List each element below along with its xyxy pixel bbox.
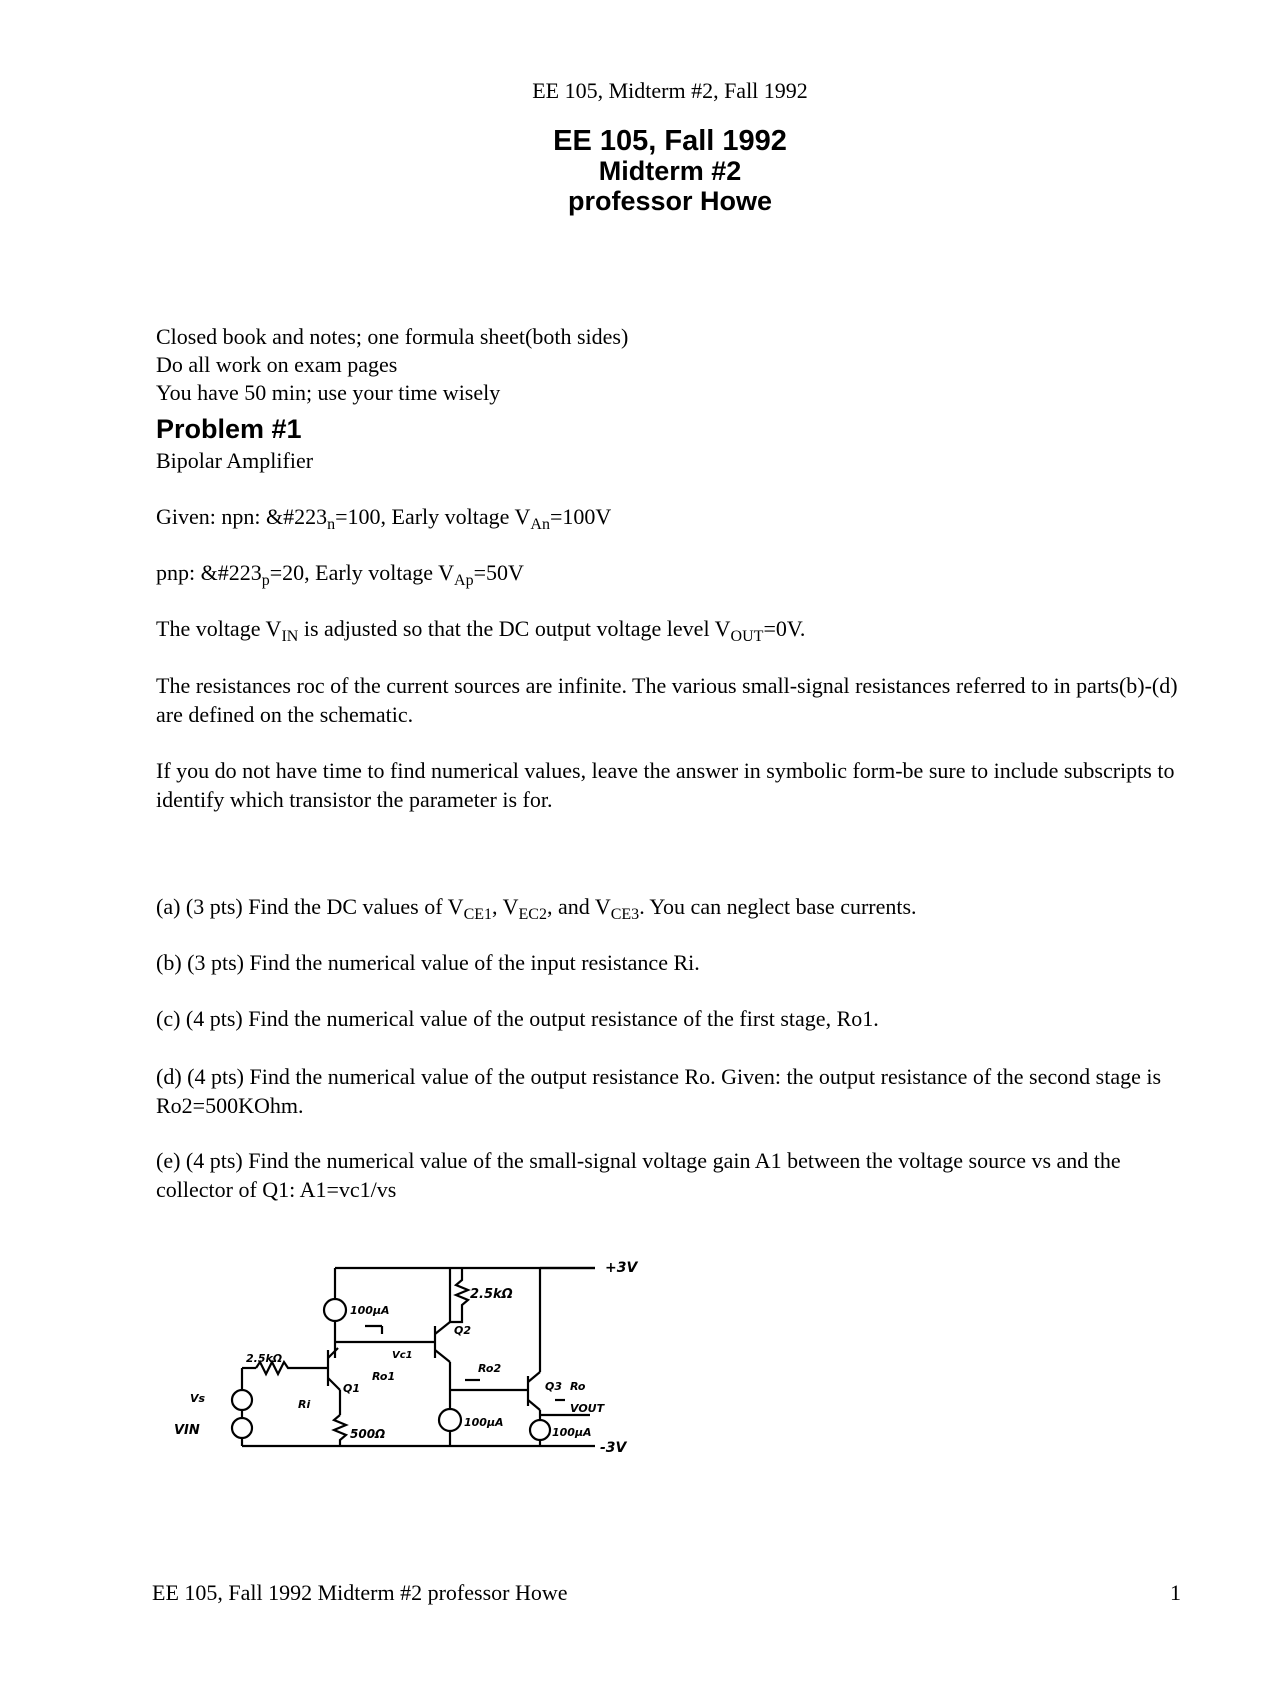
current-source-3 (530, 1420, 550, 1440)
document-title (0, 126, 1280, 216)
problem-subtitle: Bipolar Amplifier (156, 448, 314, 473)
vc1-label: Vc1 (392, 1350, 413, 1361)
title-line-1: EE 105, Fall 1992 (553, 125, 787, 157)
ro2-label: Ro2 (478, 1362, 502, 1375)
part-e: (e) (4 pts) Find the numerical value of the small-signal voltage gain A1 between the voltage source vs and the collector of Q1: A1=vc1/vs (156, 1148, 1121, 1202)
ro-label: Ro (570, 1380, 586, 1393)
load-resistor (450, 1268, 468, 1322)
i1-label: 100μA (350, 1304, 390, 1317)
i2-label: 100μA (464, 1416, 504, 1429)
footer-text: EE 105, Fall 1992 Midterm #2 professor Howe (152, 1580, 568, 1605)
running-header: EE 105, Midterm #2, Fall 1992 (532, 78, 808, 103)
given-pnp: pnp: $\&\#223_p=20$, Early voltage $V_{Ap}=50V$ (156, 560, 524, 589)
resistances-note: The resistances roc of the current sources are infinite. The various small-signal resistances referred to in parts(b)-(d) are defined on the schematic. (156, 673, 1178, 727)
vs-source (232, 1390, 252, 1410)
title-line-3: professor Howe (567, 186, 773, 216)
vee-label: -3V (600, 1440, 627, 1456)
part-d: (d) (4 pts) Find the numerical value of the output resistance Ro. Given: the output resistance of the second stage is Ro2=500KOhm. (156, 1064, 1162, 1118)
vin-label: VIN (174, 1423, 200, 1438)
load-resistor-label: 2.5kΩ (470, 1287, 513, 1302)
current-source-2 (439, 1409, 461, 1431)
page-number: 1 (1170, 1580, 1181, 1605)
given-npn: Given: npn: $\&\#223_n=100$, Early voltage $V_{An}=100V$ (156, 504, 612, 533)
q3-label: Q3 (545, 1380, 563, 1393)
amplifier-schematic (160, 1240, 700, 1500)
q1-label: Q1 (343, 1382, 361, 1395)
ro1-label: Ro1 (372, 1370, 396, 1383)
vs-label: Vs (190, 1392, 206, 1405)
current-source-1 (324, 1299, 346, 1321)
vout-label: VOUT (570, 1402, 605, 1415)
i3-label: 100μA (552, 1426, 592, 1439)
instruction-line: Do all work on exam pages (156, 352, 398, 377)
problem-heading: Problem #1 (156, 414, 302, 444)
symbolic-note: If you do not have time to find numerical values, leave the answer in symbolic form-be sure to include subscripts to identify which transistor the parameter is for. (156, 758, 1175, 812)
vin-source (232, 1418, 252, 1438)
instruction-line: You have 50 min; use your time wisely (156, 380, 501, 405)
emitter-resistor (334, 1415, 346, 1446)
part-c: (c) (4 pts) Find the numerical value of the output resistance of the first stage, Ro1. (156, 1006, 879, 1031)
ri-label: Ri (298, 1398, 311, 1411)
emitter-resistor-label: 500Ω (350, 1427, 386, 1441)
source-resistor-label: 2.5kΩ (246, 1352, 283, 1365)
vin-statement: The voltage $V_{IN}$ is adjusted so that the DC output voltage level $V_{OUT}=0V$. (156, 616, 806, 645)
part-b: (b) (3 pts) Find the numerical value of the input resistance Ri. (156, 950, 700, 975)
q2-label: Q2 (454, 1324, 472, 1337)
title-line-2: Midterm #2 (598, 156, 742, 186)
part-a: (a) (3 pts) Find the DC values of $V_{CE1}$, $V_{EC2}$, and $V_{CE3}$. You can neglect base currents. (156, 894, 917, 923)
instruction-line: Closed book and notes; one formula sheet(both sides) (156, 324, 629, 349)
vcc-label: +3V (605, 1260, 638, 1276)
